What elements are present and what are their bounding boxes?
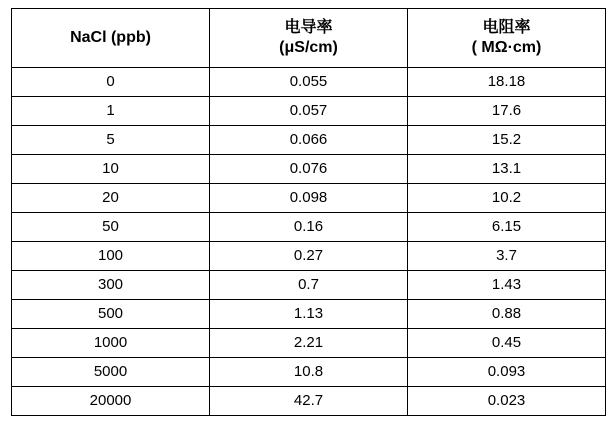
cell-nacl: 100 <box>12 242 210 271</box>
cell-nacl: 5 <box>12 126 210 155</box>
table-header-cell-nacl-line-1: NaCl (ppb) <box>70 29 151 46</box>
cell-nacl: 300 <box>12 271 210 300</box>
table-row <box>12 97 606 126</box>
cell-resistivity: 15.2 <box>408 126 606 155</box>
table-header-cell-resistivity-line-2: ( MΩ·cm) <box>471 39 542 56</box>
cell-resistivity: 0.093 <box>408 358 606 387</box>
cell-conductivity: 0.098 <box>210 184 408 213</box>
table-header-cell-conductivity-line-1: 电导率 <box>284 19 333 36</box>
table-row <box>12 213 606 242</box>
cell-nacl: 0 <box>12 68 210 97</box>
cell-conductivity: 0.7 <box>210 271 408 300</box>
cell-nacl: 20000 <box>12 387 210 416</box>
cell-nacl: 50 <box>12 213 210 242</box>
table-body <box>12 68 606 416</box>
cell-resistivity: 1.43 <box>408 271 606 300</box>
cell-conductivity: 42.7 <box>210 387 408 416</box>
cell-conductivity: 1.13 <box>210 300 408 329</box>
table-row <box>12 242 606 271</box>
cell-resistivity: 6.15 <box>408 213 606 242</box>
table-row <box>12 300 606 329</box>
cell-conductivity: 0.057 <box>210 97 408 126</box>
cell-resistivity: 13.1 <box>408 155 606 184</box>
table-row <box>12 126 606 155</box>
cell-conductivity: 0.16 <box>210 213 408 242</box>
table-header <box>12 9 606 68</box>
conductivity-resistivity-table <box>11 8 606 416</box>
table-row <box>12 358 606 387</box>
cell-resistivity: 10.2 <box>408 184 606 213</box>
table-header-cell-resistivity-line-1: 电阻率 <box>482 19 531 36</box>
cell-conductivity: 0.055 <box>210 68 408 97</box>
cell-resistivity: 17.6 <box>408 97 606 126</box>
cell-conductivity: 0.066 <box>210 126 408 155</box>
table-header-row <box>12 9 606 68</box>
table-row <box>12 387 606 416</box>
cell-nacl: 10 <box>12 155 210 184</box>
cell-nacl: 20 <box>12 184 210 213</box>
cell-conductivity: 2.21 <box>210 329 408 358</box>
cell-conductivity: 10.8 <box>210 358 408 387</box>
cell-resistivity: 0.88 <box>408 300 606 329</box>
table-header-cell-nacl <box>12 9 210 68</box>
table-row <box>12 329 606 358</box>
cell-nacl: 500 <box>12 300 210 329</box>
table-row <box>12 155 606 184</box>
cell-nacl: 5000 <box>12 358 210 387</box>
cell-conductivity: 0.076 <box>210 155 408 184</box>
cell-resistivity: 0.023 <box>408 387 606 416</box>
cell-nacl: 1 <box>12 97 210 126</box>
table-row <box>12 184 606 213</box>
cell-conductivity: 0.27 <box>210 242 408 271</box>
table-header-cell-resistivity <box>408 9 606 68</box>
cell-resistivity: 0.45 <box>408 329 606 358</box>
table-row <box>12 68 606 97</box>
cell-resistivity: 18.18 <box>408 68 606 97</box>
cell-resistivity: 3.7 <box>408 242 606 271</box>
table-header-cell-conductivity <box>210 9 408 68</box>
table-row <box>12 271 606 300</box>
document-sheet <box>0 8 616 446</box>
cell-nacl: 1000 <box>12 329 210 358</box>
table-header-cell-conductivity-line-2: (μS/cm) <box>279 39 338 56</box>
